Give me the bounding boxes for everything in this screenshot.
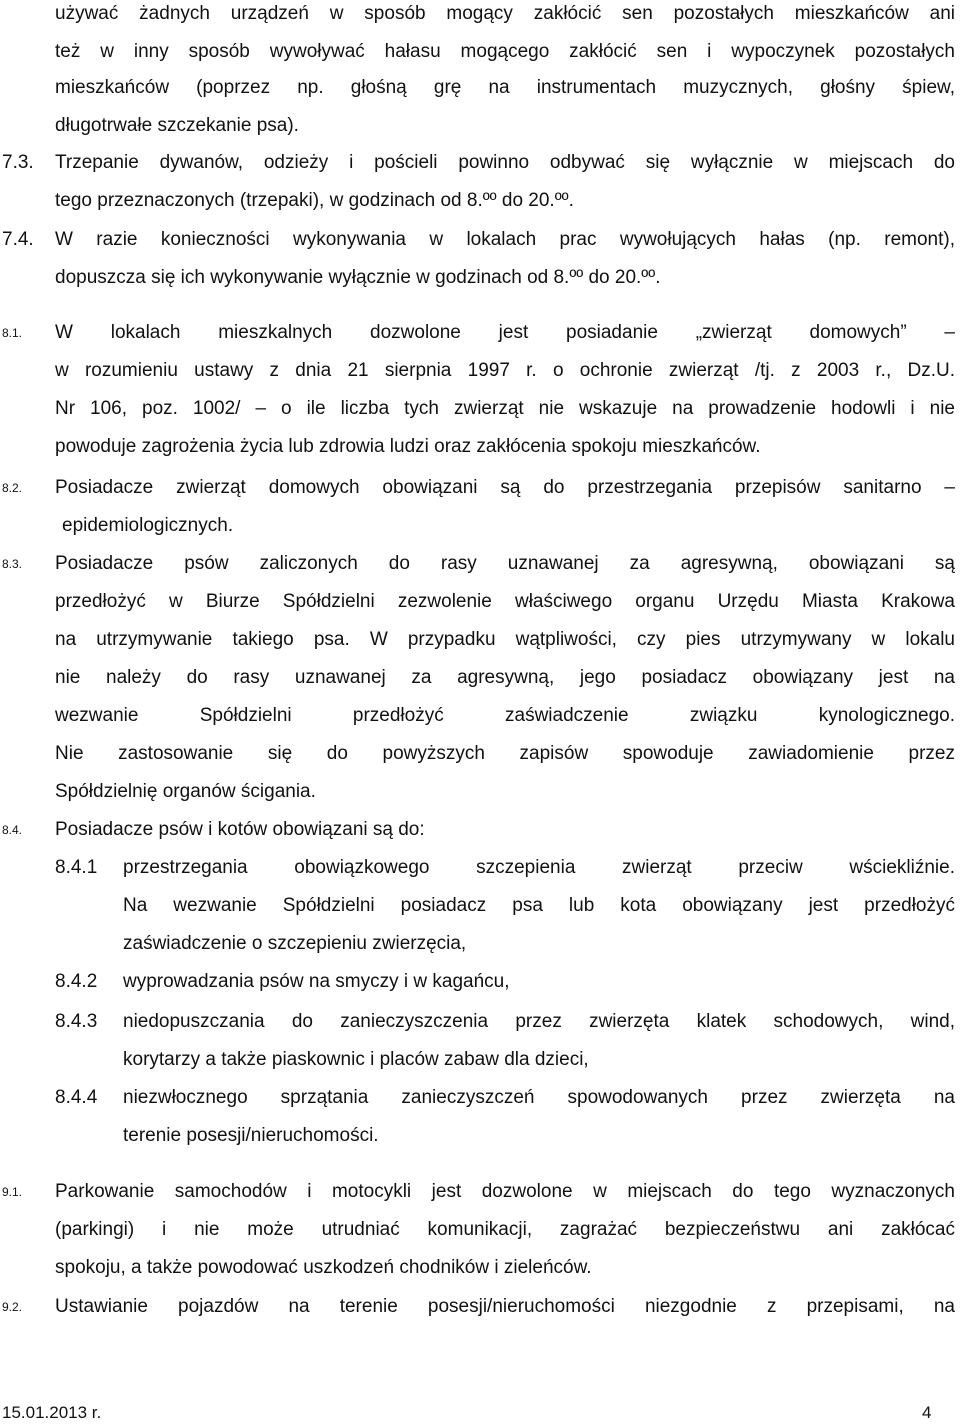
paragraph-line: niedopuszczania do zanieczyszczenia przez zwierzęta klatek schodowych, wind, [123, 1011, 955, 1032]
paragraph-line: wyprowadzania psów na smyczy i w kagańcu, [123, 971, 510, 992]
paragraph-line: dopuszcza się ich wykonywanie wyłącznie w godzinach od 8.ºº do 20.ºº. [55, 267, 661, 288]
footer-date: 15.01.2013 r. [2, 1403, 102, 1422]
subsection-number: 8.4.3 [55, 1011, 98, 1032]
subsection-number: 8.4.4 [55, 1087, 98, 1108]
paragraph-line: korytarzy a także piaskownic i placów zabaw dla dzieci, [123, 1049, 589, 1070]
paragraph-line: przedłożyć w Biurze Spółdzielni zezwolenie właściwego organu Urzędu Miasta Krakowa [55, 591, 955, 612]
paragraph-line: Parkowanie samochodów i motocykli jest dozwolone w miejscach do tego wyznaczonych [55, 1181, 955, 1202]
paragraph-line: (parkingi) i nie może utrudniać komunikacji, zagrażać bezpieczeństwu ani zakłócać [55, 1219, 955, 1240]
paragraph-line: tego przeznaczonych (trzepaki), w godzinach od 8.ºº do 20.ºº. [55, 190, 574, 211]
paragraph-line: Na wezwanie Spółdzielni posiadacz psa lub kota obowiązany jest przedłożyć [123, 895, 955, 916]
section-number: 7.3. [2, 152, 34, 173]
paragraph-line: używać żadnych urządzeń w sposób mogący zakłócić sen pozostałych mieszkańców ani [55, 3, 955, 24]
paragraph-line: też w inny sposób wywoływać hałasu mogącego zakłócić sen i wypoczynek pozostałych [55, 41, 955, 62]
paragraph-line: epidemiologicznych. [62, 515, 234, 536]
paragraph-line: Nie zastosowanie się do powyższych zapisów spowoduje zawiadomienie przez [55, 743, 955, 764]
section-number: 9.2. [2, 1300, 23, 1314]
subsection-number: 8.4.1 [55, 857, 98, 878]
subsection-number: 8.4.2 [55, 971, 98, 992]
section-number: 8.3. [2, 557, 23, 571]
paragraph-line: Ustawianie pojazdów na terenie posesji/nieruchomości niezgodnie z przepisami, na [55, 1296, 955, 1317]
paragraph-line: wezwanie Spółdzielni przedłożyć zaświadczenie związku kynologicznego. [55, 705, 955, 726]
section-number: 9.1. [2, 1185, 23, 1199]
section-number: 8.1. [2, 326, 23, 340]
paragraph-line: mieszkańców (poprzez np. głośną grę na instrumentach muzycznych, głośny śpiew, [55, 77, 955, 98]
paragraph-line: niezwłocznego sprzątania zanieczyszczeń spowodowanych przez zwierzęta na [123, 1087, 955, 1108]
paragraph-line: W razie konieczności wykonywania w lokalach prac wywołujących hałas (np. remont), [55, 229, 955, 250]
paragraph-line: Nr 106, poz. 1002/ – o ile liczba tych zwierząt nie wskazuje na prowadzenie hodowli i nie [55, 398, 955, 419]
paragraph-line: powoduje zagrożenia życia lub zdrowia ludzi oraz zakłócenia spokoju mieszkańców. [55, 436, 761, 457]
section-number: 8.2. [2, 481, 23, 495]
paragraph-line: długotrwałe szczekanie psa). [55, 115, 299, 136]
paragraph-line: Trzepanie dywanów, odzieży i pościeli powinno odbywać się wyłącznie w miejscach do [55, 152, 955, 173]
paragraph-line: Spółdzielnię organów ścigania. [55, 781, 316, 802]
paragraph-line: Posiadacze psów zaliczonych do rasy uznawanej za agresywną, obowiązani są [55, 553, 955, 574]
paragraph-line: zaświadczenie o szczepieniu zwierzęcia, [123, 933, 467, 954]
paragraph-line: terenie posesji/nieruchomości. [123, 1125, 379, 1146]
paragraph-line: nie należy do rasy uznawanej za agresywną, jego posiadacz obowiązany jest na [55, 667, 955, 688]
paragraph-line: na utrzymywanie takiego psa. W przypadku wątpliwości, czy pies utrzymywany w lokalu [55, 629, 955, 650]
paragraph-line: przestrzegania obowiązkowego szczepienia zwierząt przeciw wściekliźnie. [123, 857, 955, 878]
page-number: 4 [922, 1403, 932, 1422]
paragraph-line: spokoju, a także powodować uszkodzeń chodników i zieleńców. [55, 1257, 592, 1278]
paragraph-line: W lokalach mieszkalnych dozwolone jest posiadanie „zwierząt domowych” – [55, 322, 955, 343]
paragraph-line: Posiadacze zwierząt domowych obowiązani są do przestrzegania przepisów sanitarno – [55, 477, 955, 498]
section-number: 7.4. [2, 229, 34, 250]
paragraph-line: Posiadacze psów i kotów obowiązani są do: [55, 819, 425, 840]
section-number: 8.4. [2, 823, 23, 837]
paragraph-line: w rozumieniu ustawy z dnia 21 sierpnia 1997 r. o ochronie zwierząt /tj. z 2003 r., Dz.U. [55, 360, 955, 381]
